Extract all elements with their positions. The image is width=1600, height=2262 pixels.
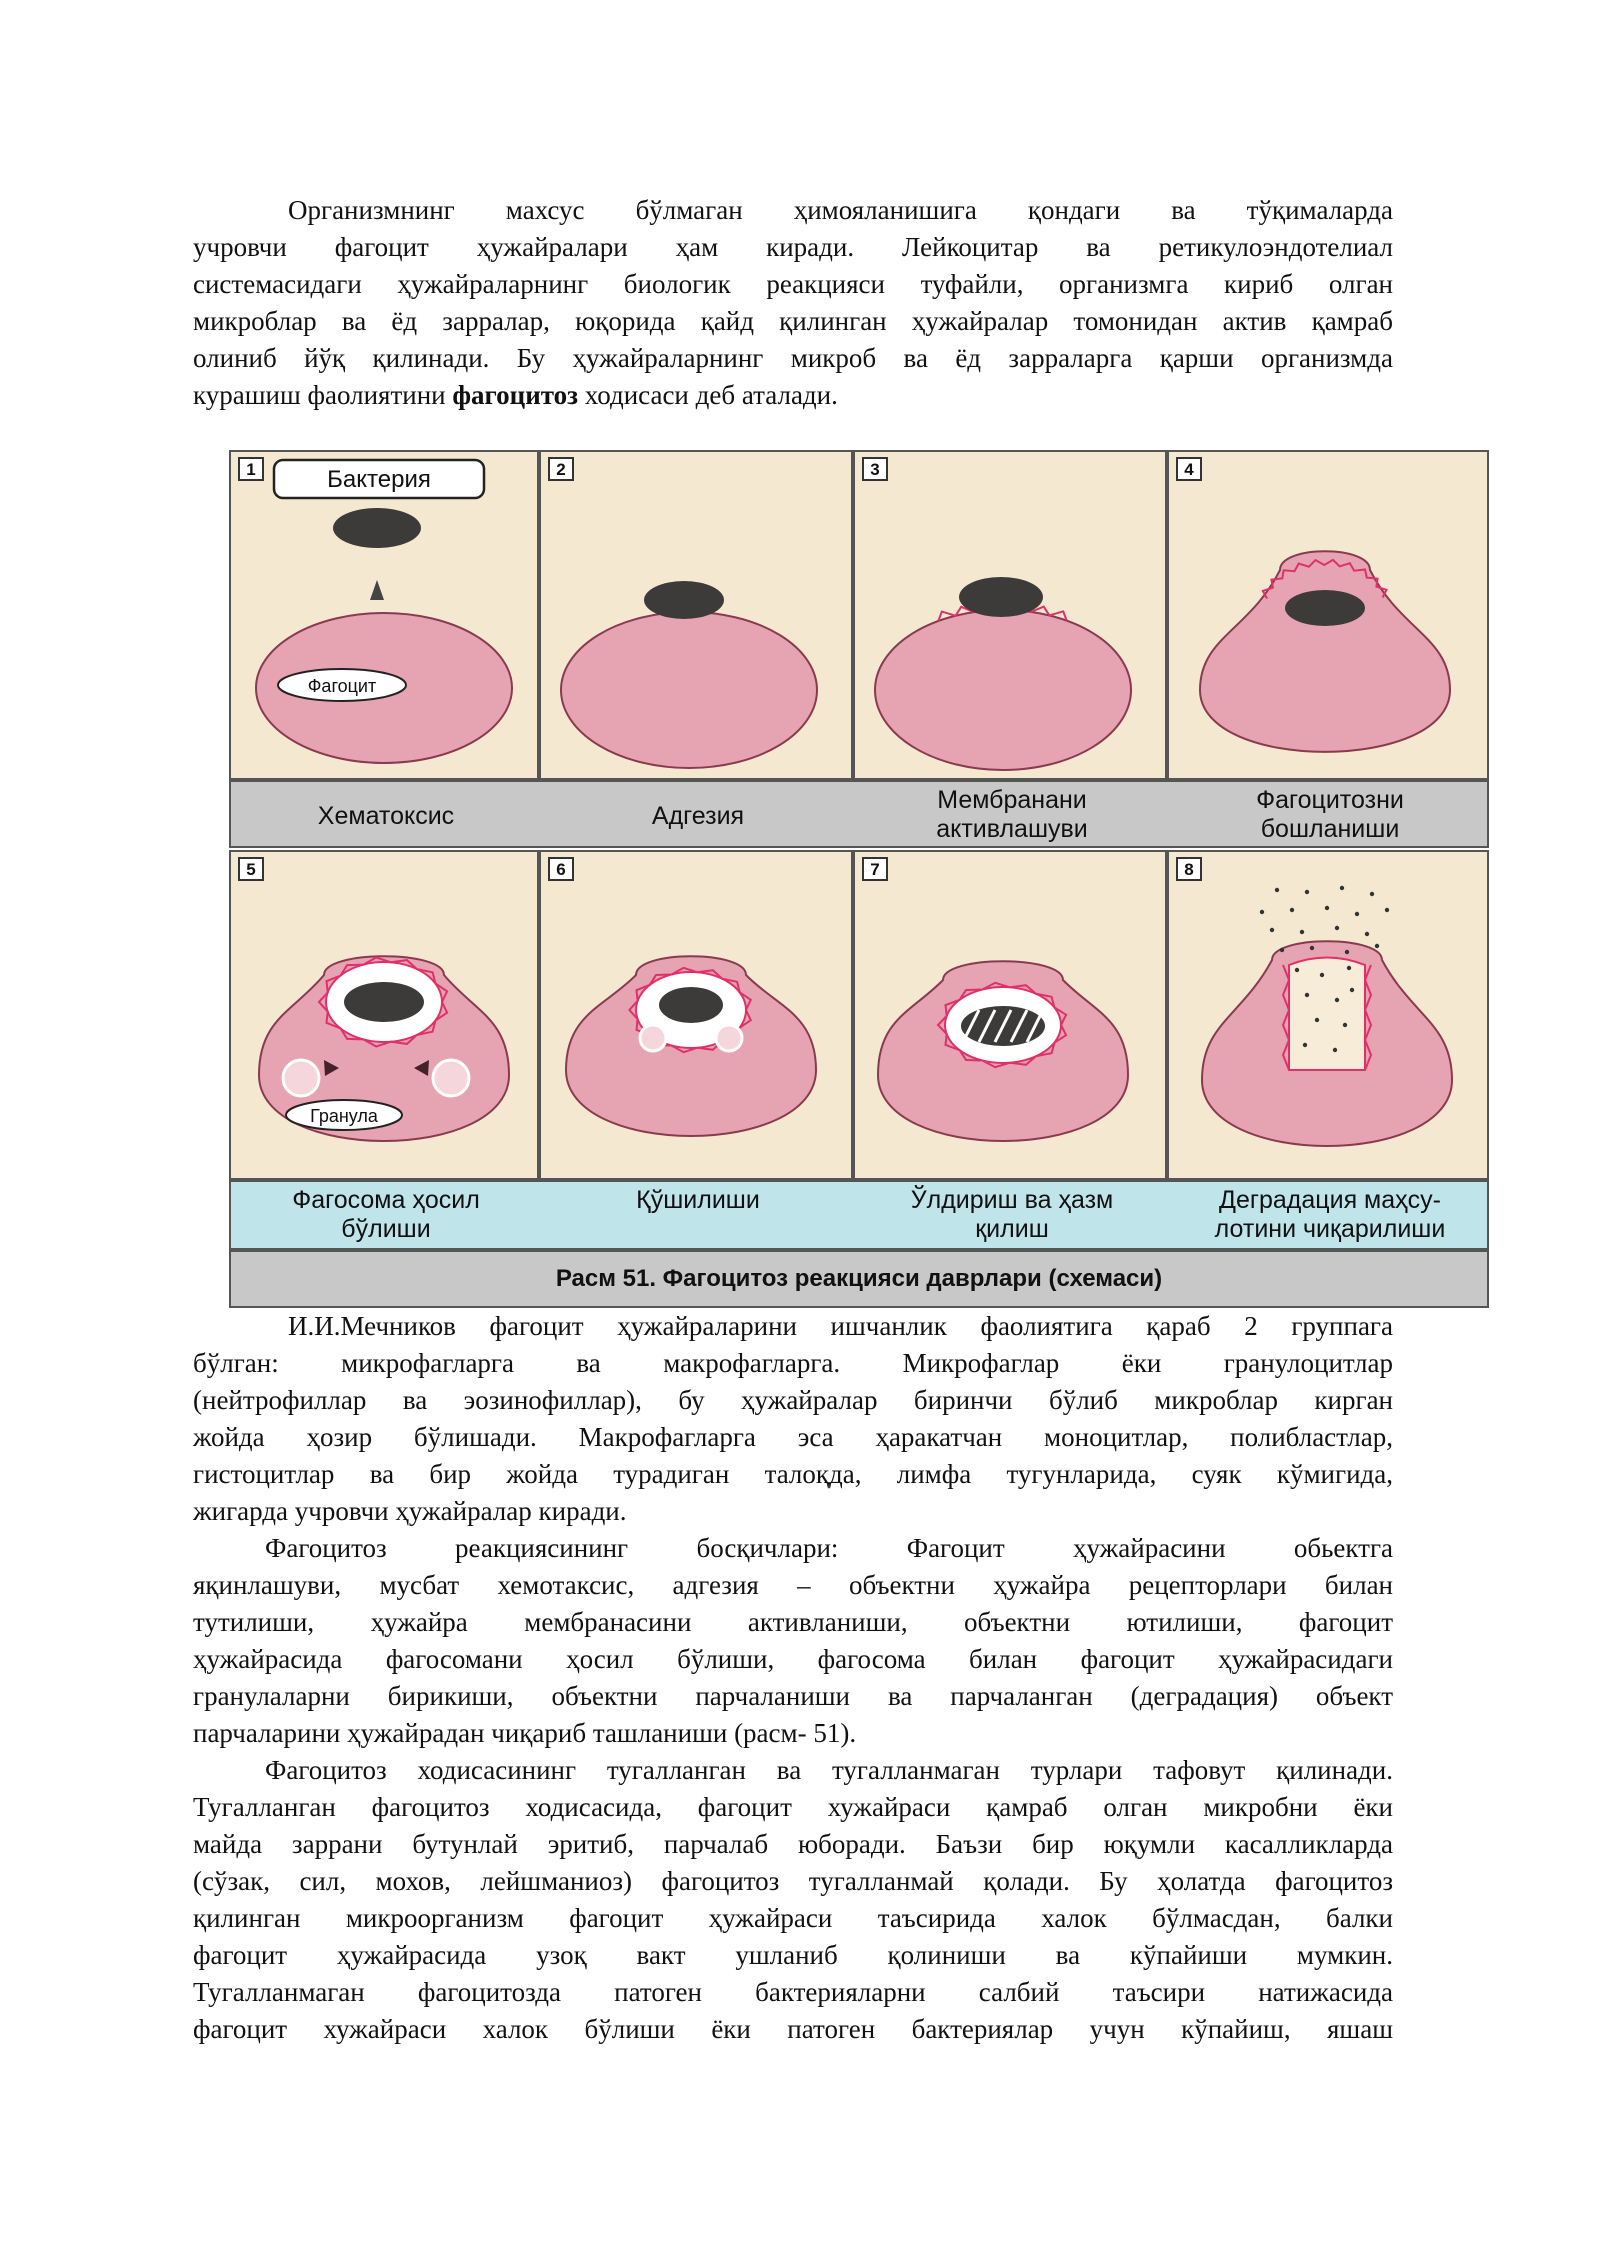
bacterium — [1285, 590, 1365, 626]
panel-number: 6 — [556, 860, 566, 879]
caption-degradation-release: Деградация маҳсу- лотини чиқарилиши — [1214, 1186, 1446, 1243]
text-line: ҳужайрасида фагосомани ҳосил бўлиши, фагосома билан фагоцит ҳужайрасидаги — [193, 1644, 1393, 1674]
paragraph-mechnikov — [193, 1308, 1393, 1530]
text-line: бўлган: микрофагларга ва макрофагларга. Микрофаглар ёки гранулоцитлар — [193, 1348, 1393, 1378]
debris-dot — [1345, 950, 1349, 954]
debris-dot — [1343, 1023, 1347, 1027]
text-line: Фагоцитоз реакциясининг босқичлари: Фагоцит ҳужайрасини обьектга — [265, 1533, 1393, 1563]
phagocytosis-figure — [229, 450, 1489, 1308]
caption-kill-digest: Ўлдириш ва ҳазм қилиш — [910, 1186, 1114, 1243]
panel-number: 1 — [246, 460, 256, 479]
text-line: гранулаларни бирикиши, объектни парчаланиши ва парчаланган (деградация) объект — [193, 1681, 1393, 1711]
text-line: парчаларини ҳужайрадан чиқариб ташланиши (расм- 51). — [193, 1718, 857, 1748]
debris-dot — [1347, 966, 1351, 970]
text-line: олиниб йўқ қилинади. Бу ҳужайраларнинг микроб ва ёд зарраларга қарши организмда — [193, 343, 1393, 373]
paragraph-complete-incomplete — [193, 1752, 1393, 2048]
debris-dot — [1320, 973, 1324, 977]
granule-label: Гранула — [310, 1106, 378, 1126]
bacterium — [333, 508, 421, 548]
granule — [716, 1025, 742, 1051]
text-line: тутилиши, ҳужайра мембранасини активланиши, объектни ютилиши, фагоцит — [193, 1607, 1393, 1637]
debris-dot — [1280, 948, 1284, 952]
bacteria-label: Бактерия — [327, 466, 431, 493]
cell-body — [875, 610, 1131, 770]
text-line: системасидаги ҳужайраларнинг биологик реакцияси туфайли, организмга кириб олган — [193, 269, 1393, 299]
bold-term: фагоцитоз — [452, 380, 579, 410]
text-fragment: курашиш фаолиятини — [193, 380, 453, 410]
debris-dot — [1300, 930, 1304, 934]
caption-row-bottom — [229, 1180, 1489, 1250]
debris-dot — [1260, 910, 1264, 914]
debris-dot — [1290, 908, 1294, 912]
text-line: И.И.Мечников фагоцит ҳужайраларини ишчанлик фаолиятига қараб 2 группага — [288, 1311, 1393, 1341]
debris-dot — [1315, 1018, 1319, 1022]
text-line: Фагоцитоз ходисасининг тугалланган ва тугалланмаган турлари тафовут қилинади. — [265, 1755, 1393, 1785]
text-line: микроблар ва ёд зарралар, юқорида қайд қилинган ҳужайралар томонидан актив қамраб — [193, 306, 1393, 336]
debris-dot — [1305, 890, 1309, 894]
debris-dot — [1335, 926, 1339, 930]
debris-dot — [1375, 944, 1379, 948]
debris-dot — [1295, 968, 1299, 972]
text-line: учровчи фагоцит ҳужайралари ҳам киради. Лейкоцитар ва ретикулоэндотелиал — [193, 232, 1393, 262]
text-line: жойда ҳозир бўлишади. Макрофагларга эса ҳаракатчан моноцитлар, полибластлар, — [193, 1422, 1393, 1452]
granule — [433, 1060, 469, 1096]
release-channel — [1289, 958, 1365, 1071]
phagocyte-label: Фагоцит — [307, 676, 377, 696]
cell-body — [561, 612, 817, 768]
text-line: Тугалланмаган фагоцитозда патоген бактерияларни салбий таъсири натижасида — [193, 1977, 1393, 2007]
bacterium — [644, 581, 724, 619]
text-line — [193, 377, 1393, 414]
panel-number: 4 — [1184, 460, 1194, 479]
paragraph-intro — [193, 192, 1393, 414]
text-line: фагоцит ҳужайрасида узоқ вакт ушланиб қолиниши ва кўпайиши мумкин. — [193, 1940, 1393, 1970]
text-line: жигарда учровчи ҳужайралар киради. — [193, 1496, 627, 1526]
bacterium — [344, 982, 424, 1022]
panel-number: 3 — [870, 460, 880, 479]
text-fragment: ходисаси деб аталади. — [578, 380, 838, 410]
debris-dot — [1310, 946, 1314, 950]
debris-dot — [1385, 908, 1389, 912]
caption-fusion: Қўшилиши — [636, 1186, 760, 1214]
debris-dot — [1275, 888, 1279, 892]
panel-number: 5 — [246, 860, 256, 879]
debris-dot — [1270, 928, 1274, 932]
caption-adhesion: Адгезия — [651, 802, 745, 830]
figure-illustration — [229, 450, 1489, 1250]
debris-dot — [1365, 932, 1369, 936]
caption-row-top — [229, 780, 1489, 848]
text-line: (нейтрофиллар ва эозинофиллар), бу ҳужайралар биринчи бўлиб микроблар кирган — [193, 1385, 1393, 1415]
bacterium — [959, 577, 1043, 617]
text-line: яқинлашуви, мусбат хемотаксис, адгезия – объектни ҳужайра рецепторлари билан — [193, 1570, 1393, 1600]
text-line: майда заррани бутунлай эритиб, парчалаб юборади. Баъзи бир юқумли касалликларда — [193, 1829, 1393, 1859]
granule — [283, 1060, 319, 1096]
panel-number: 8 — [1184, 860, 1194, 879]
granule — [640, 1025, 666, 1051]
debris-dot — [1340, 886, 1344, 890]
text-line: Организмнинг махсус бўлмаган ҳимояланишига қондаги ва тўқималарда — [288, 195, 1393, 225]
debris-dot — [1370, 892, 1374, 896]
debris-dot — [1335, 998, 1339, 1002]
text-line: гистоцитлар ва бир жойда турадиган талоқда, лимфа тугунларида, суяк кўмигида, — [193, 1459, 1393, 1489]
text-line: фагоцит хужайраси халок бўлиши ёки патоген бактериялар учун кўпайиш, яшаш — [193, 2014, 1393, 2044]
bacterium — [659, 987, 723, 1023]
debris-dot — [1303, 1043, 1307, 1047]
caption-chemotaxis: Хематоксис — [317, 802, 455, 830]
panel-number: 7 — [870, 860, 880, 879]
figure-title: Расм 51. Фагоцитоз реакцияси даврлари (схемаси) — [229, 1250, 1489, 1308]
paragraph-stages — [193, 1530, 1393, 1752]
text-line: Тугалланган фагоцитоз ходисасида, фагоцит хужайраси қамраб олган микробни ёки — [193, 1792, 1393, 1822]
text-line: (сўзак, сил, мохов, лейшманиоз) фагоцитоз тугалланмай қолади. Бу ҳолатда фагоцитоз — [193, 1866, 1393, 1896]
caption-membrane-activation: Мембранани активлашуви — [936, 786, 1088, 843]
text-line: қилинган микроорганизм фагоцит ҳужайраси таъсирида халок бўлмасдан, балки — [193, 1903, 1393, 1933]
debris-dot — [1350, 988, 1354, 992]
caption-phagocytosis-start: Фагоцитозни бошланиши — [1256, 786, 1404, 843]
debris-dot — [1305, 993, 1309, 997]
debris-dot — [1325, 906, 1329, 910]
debris-dot — [1333, 1048, 1337, 1052]
debris-dot — [1355, 912, 1359, 916]
caption-phagosome-formation: Фагосома ҳосил бўлиши — [292, 1186, 480, 1243]
panel-number: 2 — [556, 460, 566, 479]
